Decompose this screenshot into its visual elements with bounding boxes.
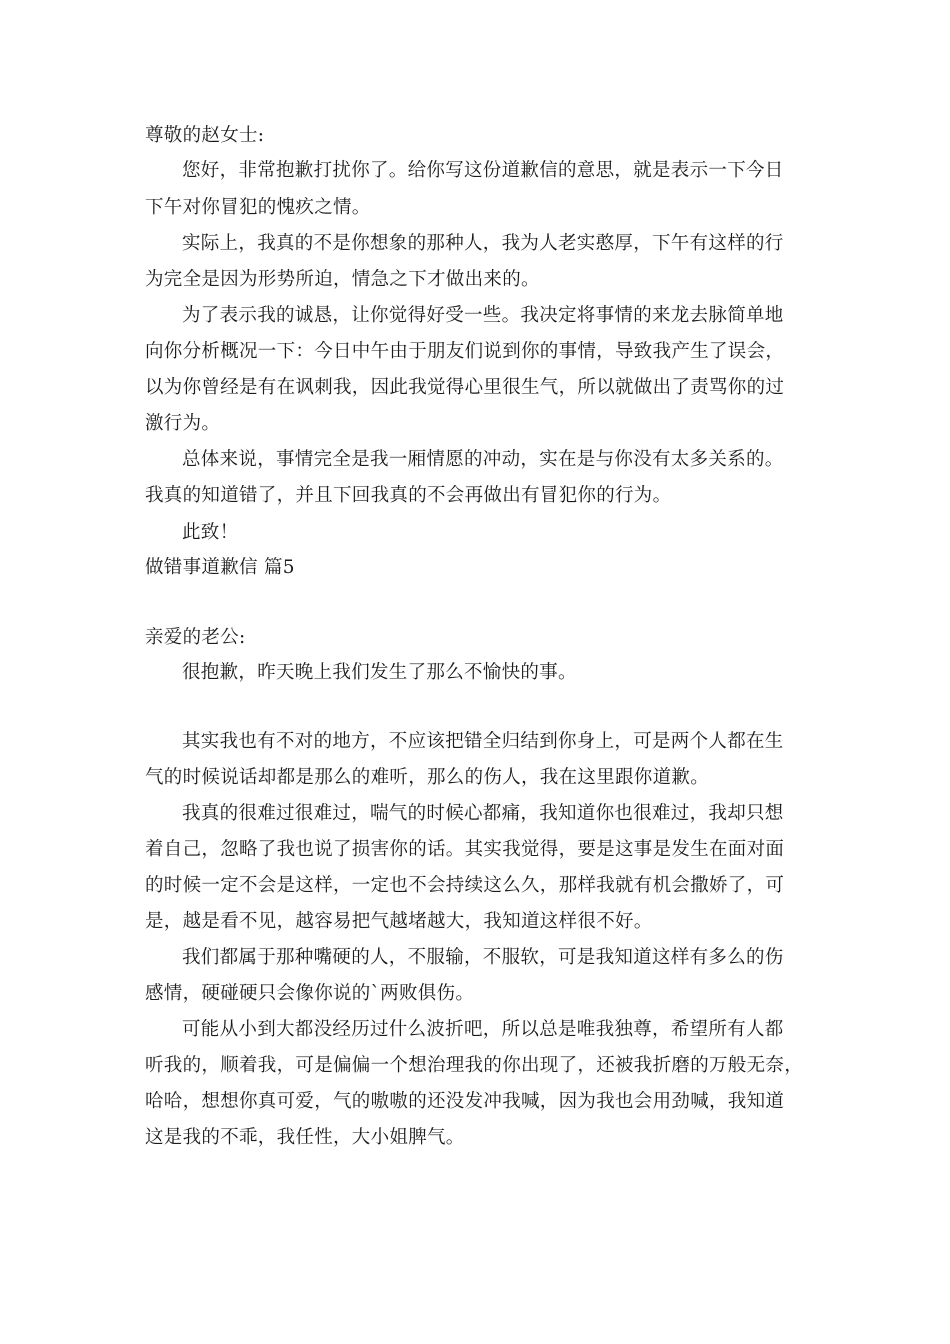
paragraph-line: 气的时候说话却都是那么的难听，那么的伤人，我在这里跟你道歉。 bbox=[145, 767, 710, 788]
salutation: 亲爱的老公: bbox=[145, 627, 246, 648]
paragraph-line: 我真的很难过很难过，喘气的时候心都痛，我知道你也很难过，我却只想 bbox=[182, 803, 784, 824]
paragraph-line: 总体来说，事情完全是我一厢情愿的冲动，实在是与你没有太多关系的。 bbox=[182, 449, 784, 470]
paragraph-line: 以为你曾经是有在讽刺我，因此我觉得心里很生气，所以就做出了责骂你的过 bbox=[145, 377, 785, 398]
paragraph-line: 是，越是看不见，越容易把气越堵越大，我知道这样很不好。 bbox=[145, 911, 653, 932]
paragraph-line: 激行为。 bbox=[145, 413, 221, 434]
paragraph-line: 下午对你冒犯的愧疚之情。 bbox=[145, 197, 371, 218]
salutation: 尊敬的赵女士: bbox=[145, 125, 265, 146]
paragraph-line: 实际上，我真的不是你想象的那种人，我为人老实憨厚，下午有这样的行 bbox=[182, 233, 784, 254]
paragraph-line: 的时候一定不会是这样，一定也不会持续这么久，那样我就有机会撒娇了，可 bbox=[145, 875, 785, 896]
paragraph-line: 听我的，顺着我，可是偏偏一个想治理我的你出现了，还被我折磨的万般无奈， bbox=[145, 1055, 804, 1076]
paragraph-line: 向你分析概况一下：今日中午由于朋友们说到你的事情，导致我产生了误会， bbox=[145, 341, 785, 362]
paragraph-line: 为了表示我的诚恳，让你觉得好受一些。我决定将事情的来龙去脉简单地 bbox=[182, 305, 784, 326]
paragraph-line: 感情，硬碰硬只会像你说的`两败俱伤。 bbox=[145, 983, 475, 1004]
paragraph-line: 很抱歉，昨天晚上我们发生了那么不愉快的事。 bbox=[182, 662, 577, 683]
closing: 此致！ bbox=[182, 522, 239, 543]
paragraph-line: 我们都属于那种嘴硬的人，不服输，不服软，可是我知道这样有多么的伤 bbox=[182, 947, 784, 968]
paragraph-line: 这是我的不乖，我任性，大小姐脾气。 bbox=[145, 1127, 465, 1148]
paragraph-line: 着自己，忽略了我也说了损害你的话。其实我觉得，要是这事是发生在面对面 bbox=[145, 839, 785, 860]
paragraph-line: 您好，非常抱歉打扰你了。给你写这份道歉信的意思，就是表示一下今日 bbox=[182, 160, 784, 181]
section-title: 做错事道歉信 篇5 bbox=[145, 557, 295, 578]
paragraph-line: 哈哈，想想你真可爱，气的嗷嗷的还没发冲我喊，因为我也会用劲喊，我知道 bbox=[145, 1091, 785, 1112]
paragraph-line: 可能从小到大都没经历过什么波折吧，所以总是唯我独尊，希望所有人都 bbox=[182, 1019, 784, 1040]
paragraph-line: 其实我也有不对的地方，不应该把错全归结到你身上，可是两个人都在生 bbox=[182, 731, 784, 752]
paragraph-line: 我真的知道错了，并且下回我真的不会再做出有冒犯你的行为。 bbox=[145, 485, 672, 506]
paragraph-line: 为完全是因为形势所迫，情急之下才做出来的。 bbox=[145, 269, 540, 290]
